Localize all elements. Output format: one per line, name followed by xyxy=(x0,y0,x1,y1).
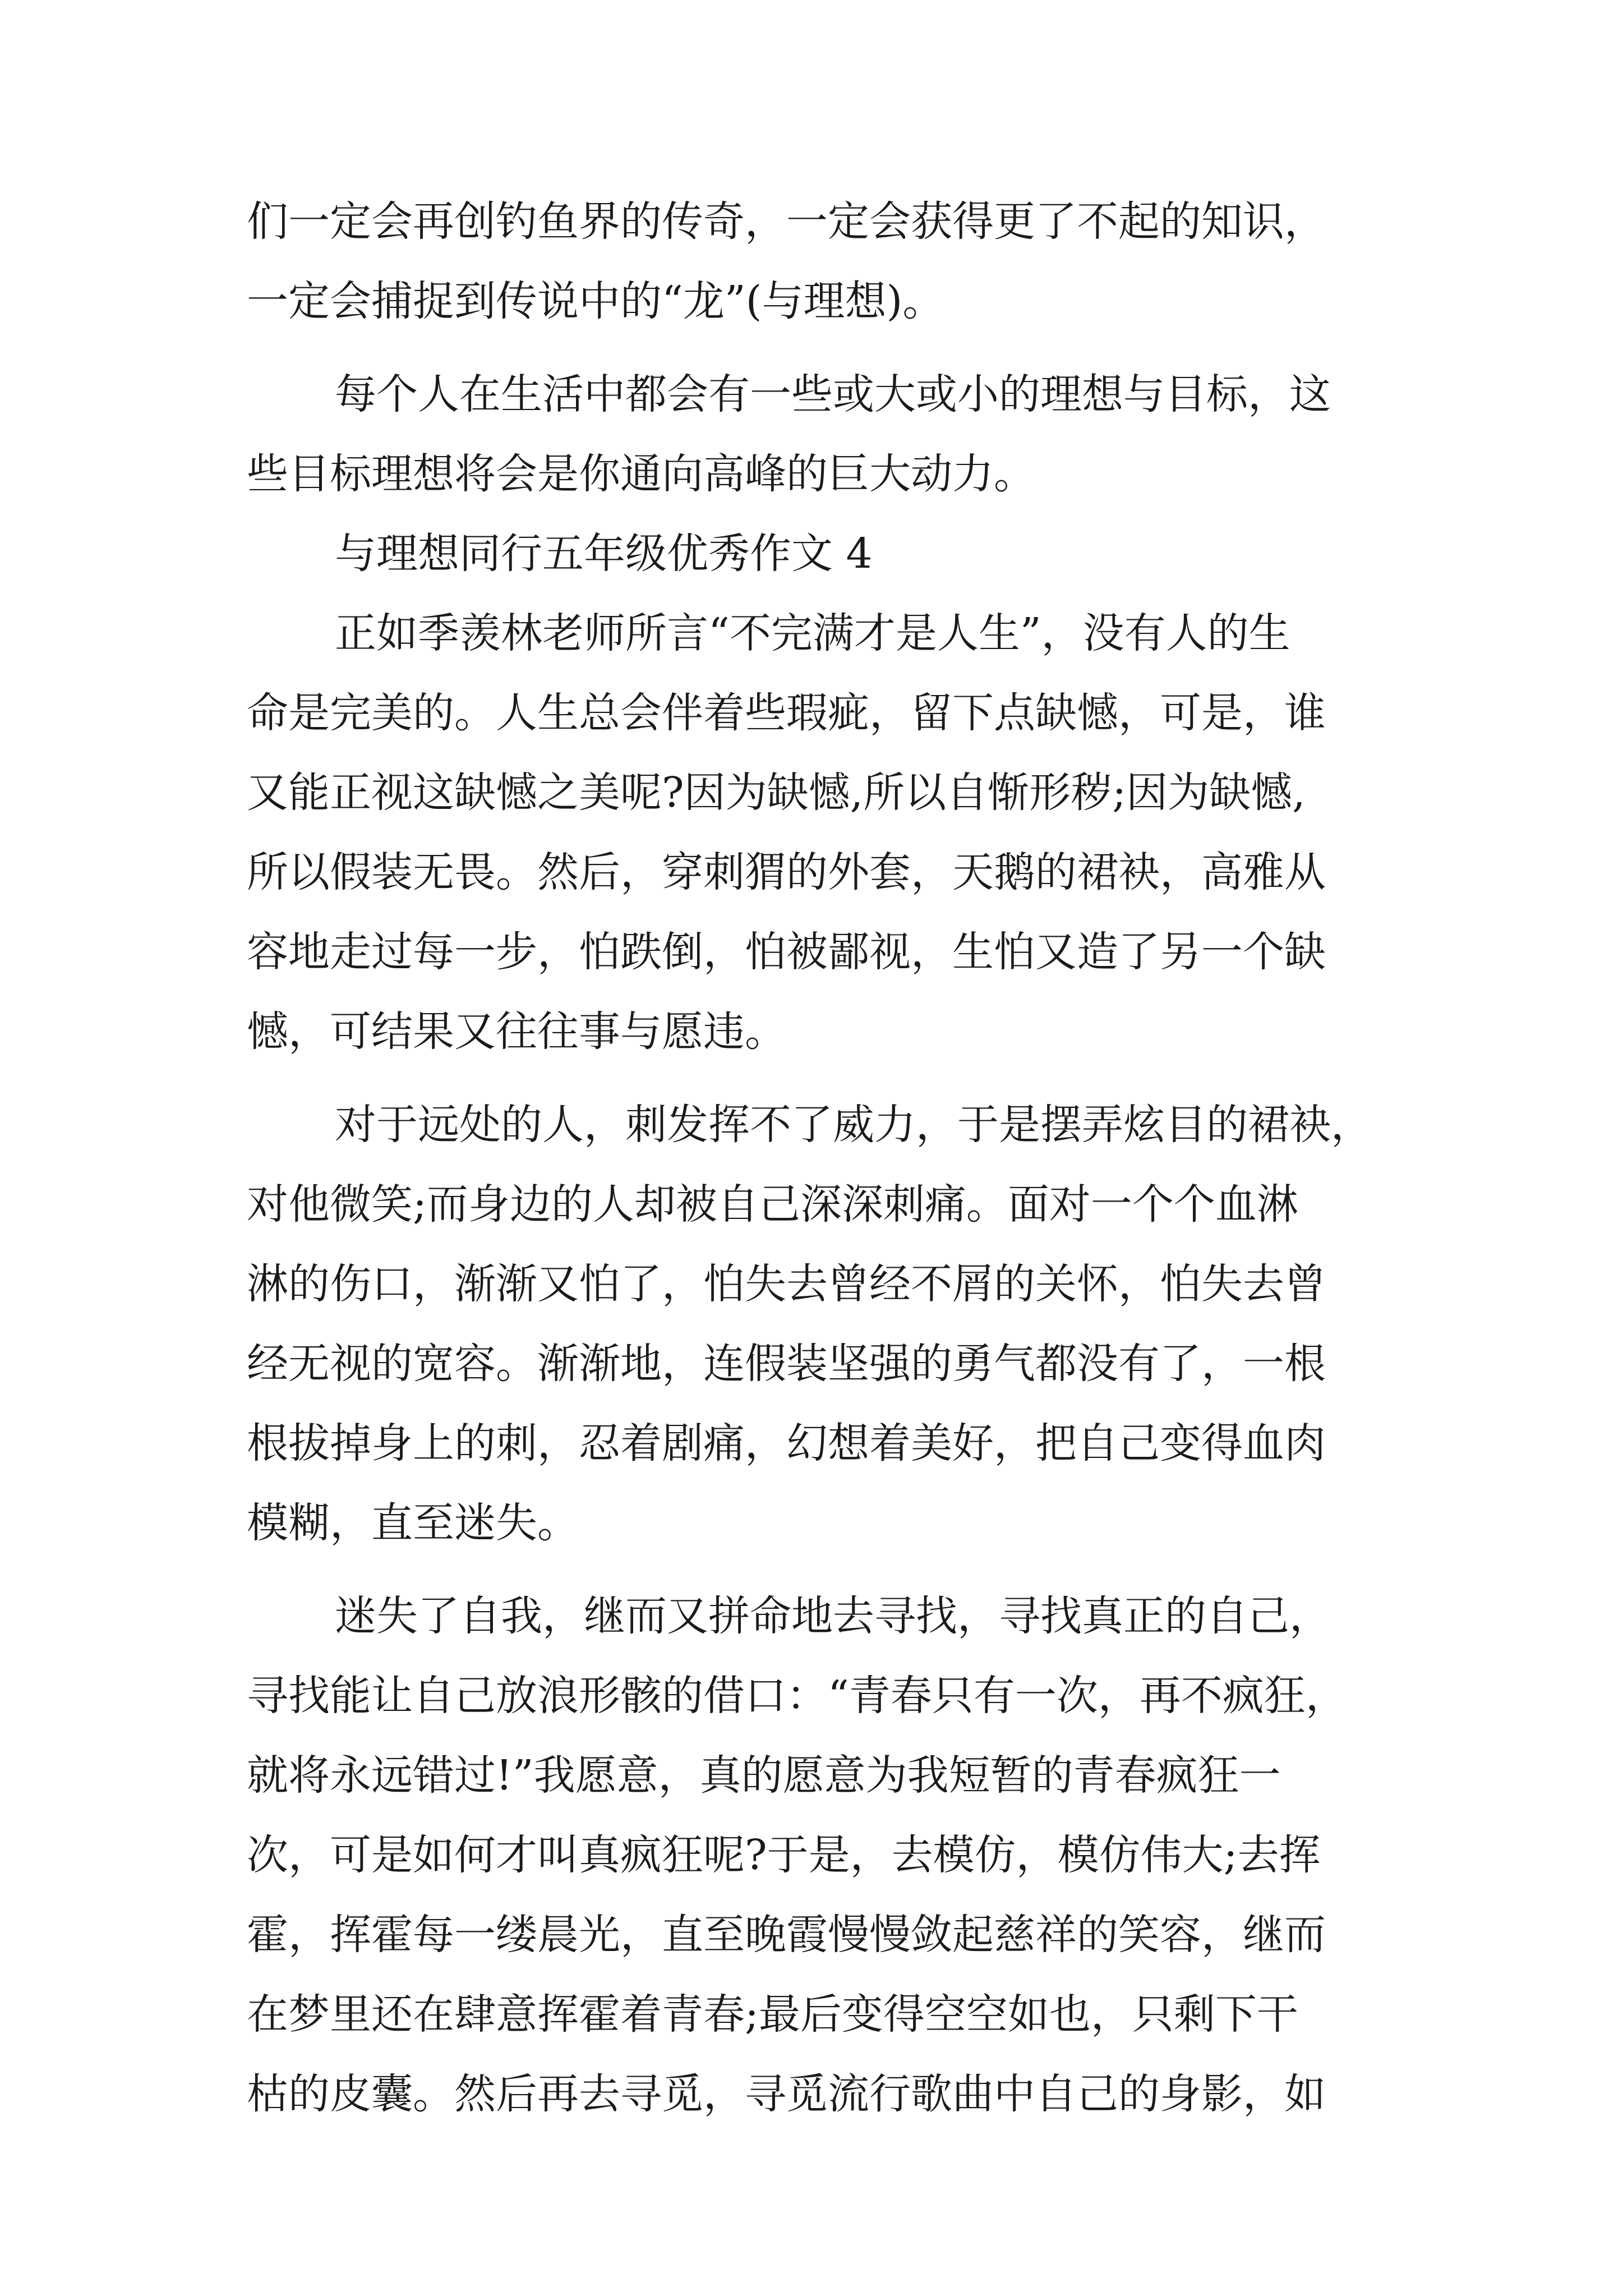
text-line: 一定会捕捉到传说中的“龙”(与理想)。 xyxy=(247,277,944,325)
text-line: 些目标理想将会是你通向高峰的巨大动力。 xyxy=(247,450,1035,498)
text-line: 霍，挥霍每一缕晨光，直至晚霞慢慢敛起慈祥的笑容，继而 xyxy=(247,1911,1326,1959)
text-line: 在梦里还在肆意挥霍着青春;最后变得空空如也，只剩下干 xyxy=(247,1990,1298,2039)
text-line: 迷失了自我，继而又拼命地去寻找，寻找真正的自己， xyxy=(335,1592,1331,1640)
text-line: 每个人在生活中都会有一些或大或小的理想与目标，这 xyxy=(335,370,1331,418)
text-line: 次，可是如何才叫真疯狂呢?于是，去模仿，模仿伟大;去挥 xyxy=(247,1831,1321,1879)
text-line: 模糊，直至迷失。 xyxy=(247,1499,579,1547)
text-line: 憾，可结果又往往事与愿违。 xyxy=(247,1007,786,1056)
text-line: 淋的伤口，渐渐又怕了，怕失去曾经不屑的关怀，怕失去曾 xyxy=(247,1260,1326,1308)
text-line: 所以假装无畏。然后，穿刺猬的外套，天鹅的裙袂，高雅从 xyxy=(247,848,1326,896)
text-line: 就将永远错过!”我愿意，真的愿意为我短暂的青春疯狂一 xyxy=(247,1751,1281,1800)
text-line: 对于远处的人，刺发挥不了威力，于是摆弄炫目的裙袂， xyxy=(335,1101,1372,1149)
text-line: 寻找能让自己放浪形骸的借口：“青春只有一次，再不疯狂， xyxy=(247,1672,1347,1720)
text-line: 容地走过每一步，怕跌倒，怕被鄙视，生怕又造了另一个缺 xyxy=(247,928,1326,976)
text-line: 命是完美的。人生总会伴着些瑕疵，留下点缺憾，可是，谁 xyxy=(247,689,1326,737)
text-line: 正如季羡林老师所言“不完满才是人生”，没有人的生 xyxy=(335,609,1290,657)
text-line: 又能正视这缺憾之美呢?因为缺憾,所以自惭形秽;因为缺憾, xyxy=(247,769,1306,817)
text-line: 对他微笑;而身边的人却被自己深深刺痛。面对一个个血淋 xyxy=(247,1180,1298,1228)
text-line: 枯的皮囊。然后再去寻觅，寻觅流行歌曲中自己的身影，如 xyxy=(247,2070,1326,2118)
text-line: 经无视的宽容。渐渐地，连假装坚强的勇气都没有了，一根 xyxy=(247,1340,1326,1388)
section-heading: 与理想同行五年级优秀作文 4 xyxy=(335,530,873,578)
text-line: 根拔掉身上的刺，忍着剧痛，幻想着美好，把自己变得血肉 xyxy=(247,1419,1326,1467)
text-line: 们一定会再创钓鱼界的传奇，一定会获得更了不起的知识， xyxy=(247,197,1326,246)
